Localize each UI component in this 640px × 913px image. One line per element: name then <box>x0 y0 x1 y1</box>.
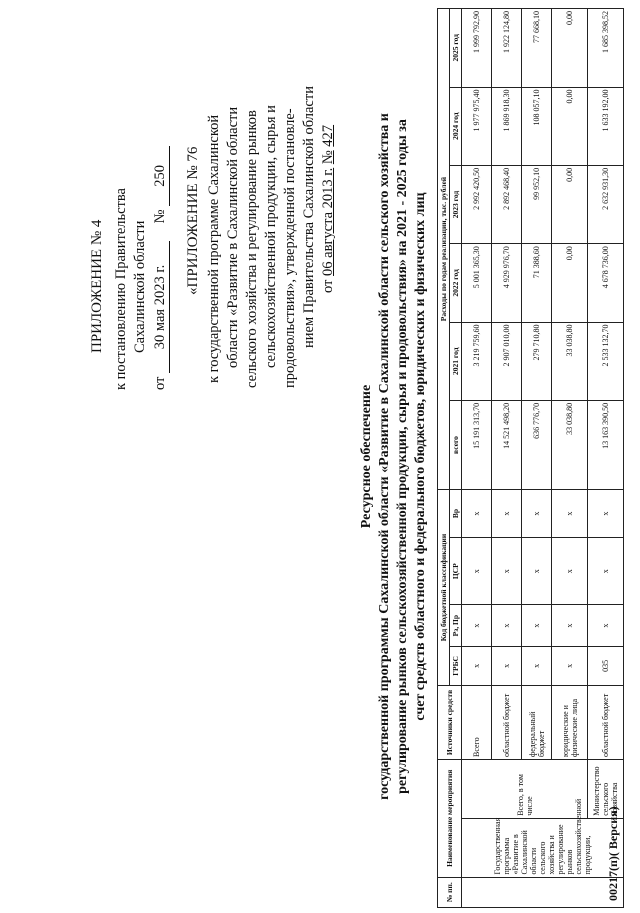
cell-total: 14 521 498,20 <box>492 400 522 489</box>
ministry-cell: Министерство сельского хозяйства <box>588 759 624 818</box>
cell-2022: 71 388,60 <box>522 244 552 322</box>
quote-date-line <box>319 125 337 293</box>
col-source: Источники средств <box>438 685 462 759</box>
quote-line-2: области «Развитие в Сахалинской области <box>225 106 241 368</box>
cell-2023: 2 892 468,40 <box>492 165 522 243</box>
cell-rzpr: х <box>522 605 552 646</box>
cell-2021: 3 219 759,60 <box>462 322 492 400</box>
cell-vr: х <box>462 490 492 538</box>
cell-2021: 279 710,80 <box>522 322 552 400</box>
cell-vr: х <box>492 490 522 538</box>
doc-title-3: регулирование рынков сельскохозяйственной продукции, сырья и продовольствия» на 2021 - 2025 годы за <box>395 119 410 794</box>
number-prefix: № <box>152 209 168 224</box>
cell-grbs: х <box>552 646 588 685</box>
program-sub-cell: Всего, в том числе <box>462 759 588 818</box>
col-csr: ЦСР <box>450 538 462 605</box>
cell-total: 33 038,80 <box>552 400 588 489</box>
quote-date: 06 августа 2013 г. <box>320 167 336 276</box>
col-expenses: Расходы по годам реализации, тыс. рублей <box>438 9 450 490</box>
cell-2025: 0,00 <box>552 9 588 88</box>
quote-line-1: к государственной программе Сахалинской <box>206 114 222 383</box>
cell-2024: 1 633 192,00 <box>588 87 624 165</box>
quote-line-4: сельскохозяйственной продукции, сырья и <box>263 105 279 368</box>
col-2022: 2022 год <box>450 244 462 322</box>
footer-version: 00217(п)( Версия) <box>606 806 620 901</box>
doc-title-1: Ресурсное обеспечение <box>359 384 374 529</box>
cell-vr: х <box>588 490 624 538</box>
cell-vr: х <box>552 490 588 538</box>
col-budget-code: Код бюджетной классификации <box>438 490 450 686</box>
quote-line-3: сельского хозяйства и регулирование рынков <box>244 110 260 388</box>
cell-2022: 4 678 736,00 <box>588 244 624 322</box>
cell-2024: 1 977 975,40 <box>462 87 492 165</box>
col-vr: Вр <box>450 490 462 538</box>
cell-2021: 2 533 132,70 <box>588 322 624 400</box>
cell-source: областной бюджет <box>588 685 624 759</box>
cell-2025: 1 685 398,52 <box>588 9 624 88</box>
cell-grbs: х <box>522 646 552 685</box>
col-name: Наименование мероприятия <box>438 759 462 877</box>
col-2025: 2025 год <box>450 9 462 88</box>
date-prefix: от <box>152 376 168 390</box>
row-num-cell <box>462 877 624 907</box>
cell-2021: 2 907 010,00 <box>492 322 522 400</box>
quote-number-prefix: № <box>320 150 336 165</box>
quote-number: 427 <box>320 124 336 147</box>
cell-2023: 99 952,10 <box>522 165 552 243</box>
cell-2023: 2 632 931,30 <box>588 165 624 243</box>
cell-2022: 0,00 <box>552 244 588 322</box>
cell-2025: 77 668,10 <box>522 9 552 88</box>
resource-table <box>437 8 624 908</box>
cell-grbs: 035 <box>588 646 624 685</box>
header-line-2: Сахалинской области <box>132 220 148 353</box>
doc-title-4: счет средств областного и федерального бюджетов, юридических и физических лиц <box>413 192 428 721</box>
cell-source: федеральный бюджет <box>522 685 552 759</box>
cell-total: 15 191 313,70 <box>462 400 492 489</box>
cell-grbs: х <box>462 646 492 685</box>
header-line-1: к постановлению Правительства <box>113 188 129 390</box>
quote-date-prefix: от <box>320 279 336 293</box>
table-row <box>462 9 492 908</box>
col-num: № пп. <box>438 877 462 907</box>
number-value: 250 <box>151 146 170 206</box>
table-row <box>588 9 624 908</box>
cell-source: областной бюджет <box>492 685 522 759</box>
date-value: 30 мая 2023 г. <box>151 241 170 373</box>
quote-line-6: нием Правительства Сахалинской области <box>301 86 317 348</box>
cell-csr: х <box>492 538 522 605</box>
quote-title: «ПРИЛОЖЕНИЕ № 76 <box>185 146 201 295</box>
cell-rzpr: х <box>492 605 522 646</box>
cell-csr: х <box>588 538 624 605</box>
col-2024: 2024 год <box>450 87 462 165</box>
col-2023: 2023 год <box>450 165 462 243</box>
table-body <box>462 9 624 908</box>
cell-2022: 4 929 976,70 <box>492 244 522 322</box>
header-date-line <box>151 146 170 390</box>
cell-rzpr: х <box>462 605 492 646</box>
col-grbs: ГРБС <box>450 646 462 685</box>
cell-2024: 108 057,10 <box>522 87 552 165</box>
cell-source: Всего <box>462 685 492 759</box>
appendix-title: ПРИЛОЖЕНИЕ № 4 <box>89 219 105 353</box>
cell-rzpr: х <box>588 605 624 646</box>
cell-2023: 2 992 420,50 <box>462 165 492 243</box>
cell-2024: 0,00 <box>552 87 588 165</box>
cell-2021: 33 038,80 <box>552 322 588 400</box>
program-name-cell: Государственная программа «Развитие в Сахалинской области сельского хозяйства и регулирование рынков сельскохозяйственной продукции, <box>462 818 624 877</box>
cell-csr: х <box>552 538 588 605</box>
cell-csr: х <box>522 538 552 605</box>
col-rzpr: Рз, Пр <box>450 605 462 646</box>
cell-2025: 1 999 792,90 <box>462 9 492 88</box>
doc-title-2: государственной программы Сахалинской области «Развитие в Сахалинской области сельского хозяйства и <box>377 113 392 800</box>
cell-vr: х <box>522 490 552 538</box>
cell-rzpr: х <box>552 605 588 646</box>
table-header-row-1 <box>438 9 450 908</box>
cell-2022: 5 001 365,30 <box>462 244 492 322</box>
col-2021: 2021 год <box>450 322 462 400</box>
cell-2023: 0,00 <box>552 165 588 243</box>
cell-2024: 1 869 918,30 <box>492 87 522 165</box>
cell-2025: 1 922 124,80 <box>492 9 522 88</box>
cell-grbs: х <box>492 646 522 685</box>
cell-csr: х <box>462 538 492 605</box>
cell-total: 13 163 390,50 <box>588 400 624 489</box>
cell-source: юридические и физические лица <box>552 685 588 759</box>
quote-line-5: продовольствия», утвержденной постановле- <box>282 108 298 388</box>
cell-total: 636 776,70 <box>522 400 552 489</box>
col-total: всего <box>450 400 462 489</box>
